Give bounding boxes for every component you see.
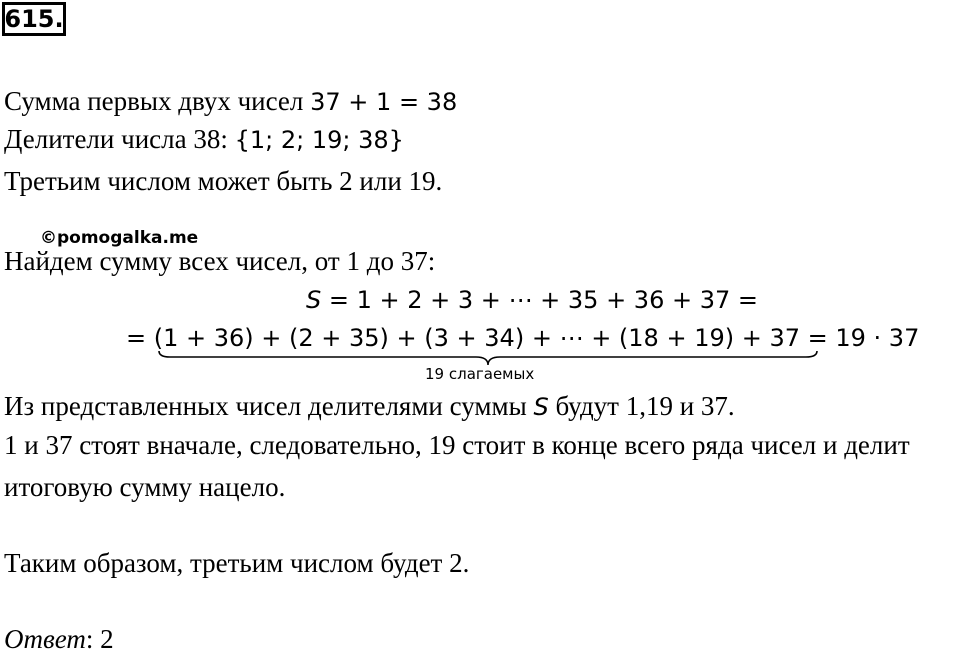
line-text: Делители числа 38: [4,124,235,154]
problem-number: 615. [2,2,66,36]
line-divisors [4,126,404,153]
equation-sum [0,286,960,314]
line-third-number: Третьим числом может быть 2 или 19. [4,166,443,196]
equation-grouped [126,324,919,352]
answer-label: Ответ [4,624,86,654]
variable-s: S [306,286,322,314]
brace-label: 19 слагаемых [425,365,535,383]
answer [4,626,114,653]
equation-lead: = [126,324,154,352]
equation-tail: = 19 · 37 [800,324,920,352]
line-text: Из представленных чисел делителями суммы [4,391,534,421]
line-text: будут 1,19 и 37. [548,391,735,421]
line-text: Сумма первых двух чисел [4,86,311,116]
line-math: {1; 2; 19; 38} [234,126,404,154]
line-divisors-of-sum [4,393,735,420]
underbrace-icon [158,350,818,366]
line-conclusion: Таким образом, третьим числом будет 2. [4,548,470,578]
equation-rest: = 1 + 2 + 3 + ⋯ + 35 + 36 + 37 = [321,286,758,314]
answer-value: : 2 [85,624,114,654]
line-math: 37 + 1 = 38 [310,88,458,116]
line-sum-first-two [4,88,457,115]
equation-group: (1 + 36) + (2 + 35) + (3 + 34) + ⋯ + (18 + 19) + 37 [153,324,801,352]
watermark: ©pomogalka.me [40,228,199,248]
line-find-sum: Найдем сумму всех чисел, от 1 до 37: [4,246,436,276]
variable-s: S [533,393,549,421]
line-explanation: 1 и 37 стоят вначале, следовательно, 19 стоит в конце всего ряда чисел и делит [4,430,910,460]
line-explanation-cont: итоговую сумму нацело. [4,472,286,502]
